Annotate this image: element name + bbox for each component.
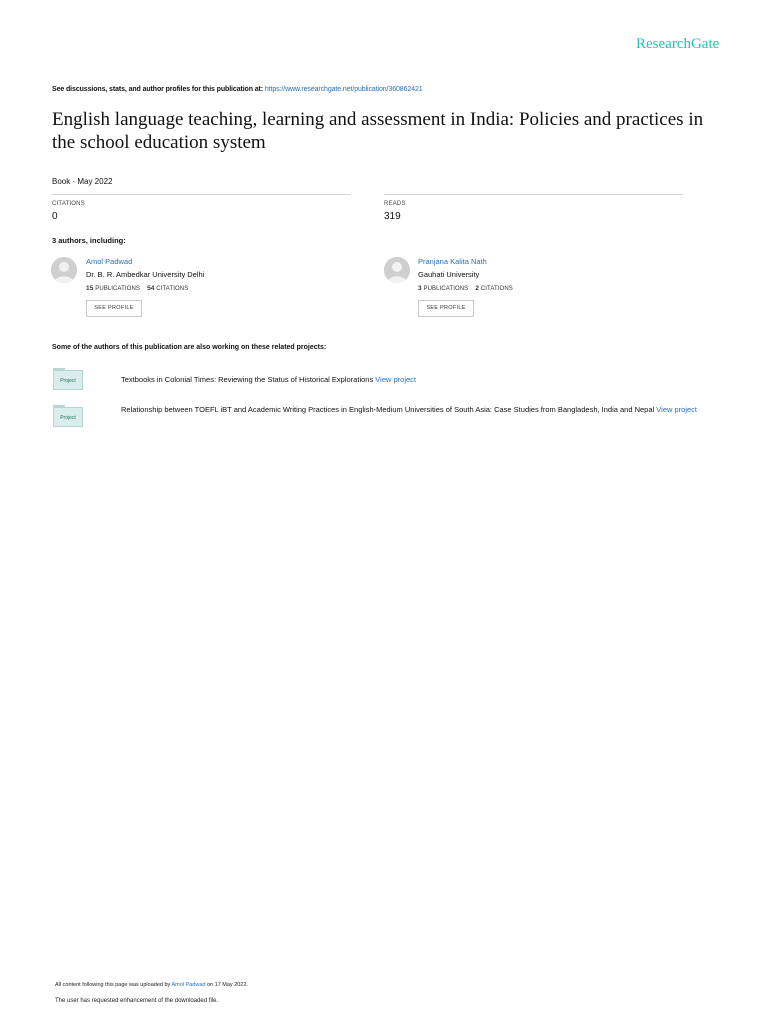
upload-note bbox=[55, 982, 248, 988]
author-name-link[interactable]: Pranjana Kalita Nath bbox=[418, 257, 487, 266]
uploader-link[interactable]: Amol Padwad bbox=[171, 982, 206, 988]
citations-label: CITATIONS bbox=[480, 286, 513, 292]
enhancement-note: The user has requested enhancement of the downloaded file. bbox=[55, 998, 219, 1004]
author-institution: Dr. B. R. Ambedkar University Delhi bbox=[86, 270, 205, 279]
reads-divider bbox=[384, 194, 683, 195]
user-silhouette-icon bbox=[384, 257, 410, 283]
project-badge-label: Project bbox=[60, 378, 76, 384]
avatar[interactable] bbox=[51, 257, 77, 283]
project-item bbox=[121, 373, 711, 386]
reads-label: READS bbox=[384, 201, 406, 207]
author-stats bbox=[418, 285, 513, 292]
publications-label: PUBLICATIONS bbox=[95, 286, 140, 292]
project-title: Textbooks in Colonial Times: Reviewing the Status of Historical Explorations bbox=[121, 375, 374, 384]
project-folder-icon bbox=[53, 370, 83, 390]
publication-url-link[interactable]: https://www.researchgate.net/publication/360862421 bbox=[264, 86, 423, 93]
author-institution: Gauhati University bbox=[418, 270, 480, 279]
project-item bbox=[121, 403, 711, 416]
citations-value: 0 bbox=[52, 211, 58, 222]
see-profile-button[interactable]: SEE PROFILE bbox=[86, 300, 142, 317]
view-project-link[interactable]: View project bbox=[656, 405, 698, 414]
see-profile-button[interactable]: SEE PROFILE bbox=[418, 300, 474, 317]
avatar[interactable] bbox=[384, 257, 410, 283]
author-name-link[interactable]: Amol Padwad bbox=[86, 257, 133, 266]
researchgate-logo[interactable]: ResearchGate bbox=[636, 36, 720, 52]
citations-count: 2 bbox=[475, 285, 480, 292]
citations-count: 54 bbox=[147, 285, 155, 292]
upload-prefix: All content following this page was uploaded by bbox=[55, 982, 171, 988]
user-silhouette-icon bbox=[51, 257, 77, 283]
authors-heading: 3 authors, including: bbox=[52, 236, 126, 245]
citations-divider bbox=[52, 194, 351, 195]
discussions-text: See discussions, stats, and author profiles for this publication at: bbox=[52, 86, 264, 93]
publications-label: PUBLICATIONS bbox=[423, 286, 469, 292]
discussions-line bbox=[52, 86, 423, 93]
citations-label: CITATIONS bbox=[156, 286, 189, 292]
publication-title: English language teaching, learning and assessment in India: Policies and practices in the school education system bbox=[52, 109, 704, 153]
reads-value: 319 bbox=[384, 211, 401, 222]
publications-count: 15 bbox=[86, 285, 94, 292]
upload-suffix: on 17 May 2022. bbox=[206, 982, 248, 988]
view-project-link[interactable]: View project bbox=[375, 375, 417, 384]
project-badge-label: Project bbox=[60, 415, 76, 421]
publications-count: 3 bbox=[418, 285, 422, 292]
related-projects-heading: Some of the authors of this publication are also working on these related projects: bbox=[52, 344, 327, 351]
author-stats bbox=[86, 285, 188, 292]
publication-meta: Book · May 2022 bbox=[52, 177, 113, 186]
citations-label: CITATIONS bbox=[52, 201, 85, 207]
project-folder-icon bbox=[53, 407, 83, 427]
project-title: Relationship between TOEFL iBT and Academic Writing Practices in English-Medium Universities of South Asia: Case Studies from Bangladesh, India and Nepal bbox=[121, 405, 655, 414]
